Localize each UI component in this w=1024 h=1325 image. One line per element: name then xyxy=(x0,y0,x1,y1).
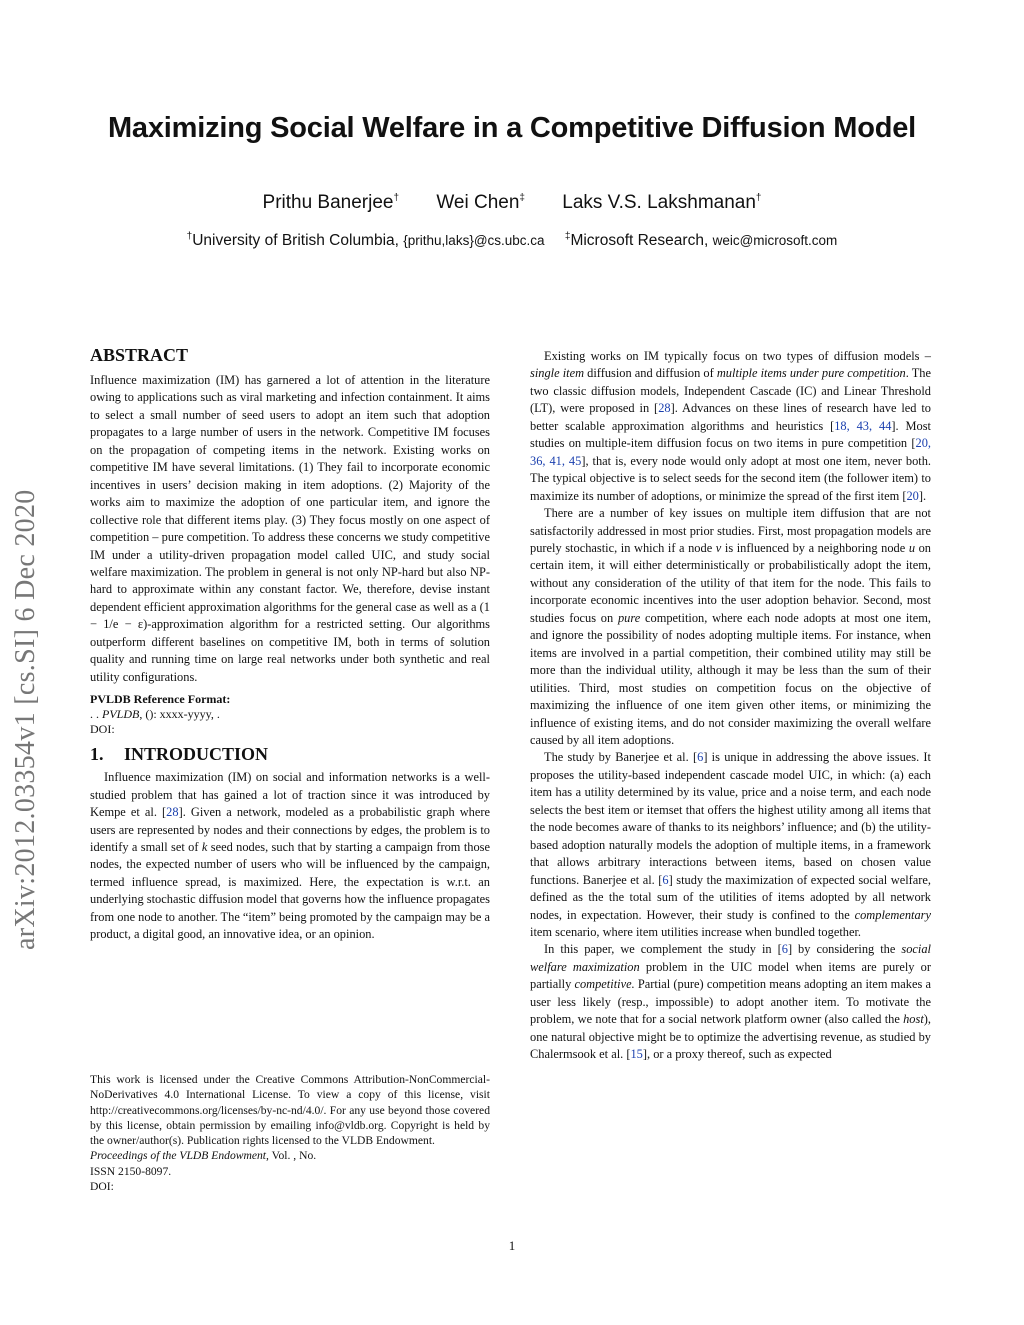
author-chen: Wei Chen‡ xyxy=(436,192,525,213)
affiliation-ubc: †University of British Columbia, {prithu,laks}@cs.ubc.ca xyxy=(186,231,545,250)
citation-link[interactable]: 18, 43, 44 xyxy=(834,418,892,433)
left-column xyxy=(90,342,490,944)
paragraph-banerjee-study: The study by Banerjee et al. [6] is unique in addressing the above issues. It proposes the utility-based independent cascade model UIC, in which: (a) each item has a utility determined by its value, price and a noise term, and each node selects the best item or itemset that offers the highest utility among all items that the node becomes aware of thanks to its neighbors’ influence; and (b) the utility-based adoption naturally models the adoption of multiple items, in a framework that allows arbitrary interactions between items, based on chosen value functions. Banerjee et al. [6] study the maximization of expected social welfare, defined as the the total sum of the utilities of items adopted by all network nodes, in expectation. However, their study is confined to the complementary item scenario, where item utilities increase when bundled together. xyxy=(530,750,931,939)
page-number: 1 xyxy=(508,1238,516,1253)
license-doi: DOI: xyxy=(90,1180,114,1194)
proceedings-line: Proceedings of the VLDB Endowment, Vol. , No. xyxy=(90,1149,317,1163)
license-text: This work is licensed under the Creative Commons Attribution-NonCommercial-NoDerivatives 4.0 International License. To view a copy of this license, visit http://creativecommons.org/licenses/by-nc-nd/4.0/. For any use beyond those covered by this license, obtain permission by emailing info@vldb.org. Copyright is held by the owner/author(s). Publication rights licensed to the VLDB Endowment. xyxy=(90,1073,490,1148)
abstract-text: Influence maximization (IM) has garnered a lot of attention in the literature owing to applications such as viral marketing and infection containment. It aims to select a small number of seed users to adopt an item such that adoption propagates to a large number of users in the network. Competitive IM focuses on the propagation of competing items in the network. Existing works on competitive IM have several limitations. (1) They fail to incorporate economic incentives in users’ decision making in item adoptions. (2) Majority of the works aim to maximize the adoption of one particular item, and ignore the collective role that different items play. (3) They focus mostly on one aspect of competition – pure competition. To address these concerns we study competitive IM under a utility-driven propagation model called UIC, and study social welfare maximization. The problem in general is not only NP-hard but also NP-hard to approximate within any constant factor. We, therefore, devise instant dependent efficient approximation algorithms for the general case as well as a (1 − 1/e − ε)-approximation algorithm for a restricted setting. Our algorithms outperform different baselines on competitive IM, both in terms of solution quality and running time on large real networks under both synthetic and real utility configurations. xyxy=(90,373,490,684)
pvldb-reference: . . PVLDB, (): xxxx-yyyy, . xyxy=(90,707,220,722)
paper-title: Maximizing Social Welfare in a Competitive Diffusion Model xyxy=(107,112,917,144)
issn-line: ISSN 2150-8097. xyxy=(90,1164,172,1178)
pvldb-doi: DOI: xyxy=(90,722,115,737)
abstract-heading: ABSTRACT xyxy=(90,345,189,365)
citation-link[interactable]: 6 xyxy=(697,750,704,765)
email-microsoft[interactable]: weic@microsoft.com xyxy=(712,233,838,249)
citation-link[interactable]: 28 xyxy=(166,805,179,820)
citation-link[interactable]: 6 xyxy=(662,872,669,887)
paragraph-existing-works: Existing works on IM typically focus on two types of diffusion models – single item diffusion and diffusion of multiple items under pure competition. The two classic diffusion models, Independent Cascade (IC) and Linear Threshold (LT), were proposed in [28]. Advances on these lines of research have led to better scalable approximation algorithms and heuristics [18, 43, 44]. Most studies on multiple-item diffusion focus on two items in pure competition [20, 36, 41, 45], that is, every node would only adopt at most one item, never both. The typical objective is to select seeds for the second item (the follower item) to maximize its number of adoptions, or minimize the spread of the first item [20]. xyxy=(530,349,932,503)
intro-paragraph: Influence maximization (IM) on social and information networks is a well-studied problem that has gained a lot of traction since it was introduced by Kempe et al. [28]. Given a network, modeled as a probabilistic graph where users are represented by nodes and their connections by edges, the problem is to identify a small set of k seed nodes, such that by starting a campaign from those nodes, the expected number of users who will be influenced by the campaign, termed influence spread, is maximized. Here, the expectation is w.r.t. an underlying stochastic diffusion model that governs how the influence propagates from one node to another. The “item” being promoted by the campaign may be a product, a digital good, an innovative idea, or an opinion. xyxy=(90,770,490,942)
citation-link[interactable]: 20 xyxy=(906,488,919,503)
citation-link[interactable]: 28 xyxy=(658,401,671,416)
paragraph-this-paper: In this paper, we complement the study in [6] by considering the social welfare maximization problem in the UIC model when items are purely or partially competitive. Partial (pure) competition means adopting an item makes a user less likely (resp., impossible) to adopt another item. To motivate the problem, we note that for a social network platform owner (also called the host), one natural objective might be to optimize the advertising revenue, as studied by Chalermsook et al. [15], or a proxy thereof, such as expected xyxy=(530,942,932,1062)
right-column xyxy=(530,348,931,1064)
citation-link[interactable]: 15 xyxy=(630,1047,643,1062)
paragraph-key-issues: There are a number of key issues on multiple item diffusion that are not satisfactorily addressed in most prior studies. First, most propagation models are purely stochastic, in which if a node v is influenced by a neighboring node u on certain item, it will either deterministically or probabilistically adopt the item, without any consideration of the utility of that item for the node. This fails to incorporate economic incentives into the user adoption behavior. Second, most studies focus on pure competition, where each node adopts at most one item, and ignore the possibility of nodes adopting multiple items. For instance, when items are involved in a partial competition, their combined utility may still be more than the individual utility, although it may be less than the sum of their utilities. Third, most studies on competition focus on the objective of maximizing the influence of one item given other items, or minimizing the influence of existing items, and do not consider maximizing the overall welfare caused by all item adoptions. xyxy=(530,506,931,747)
affiliation-line xyxy=(0,231,1024,250)
citation-link[interactable]: 20, 36, 41, 45 xyxy=(530,436,931,468)
pvldb-heading: PVLDB Reference Format: xyxy=(90,692,231,707)
author-list xyxy=(0,192,1024,214)
author-banerjee: Prithu Banerjee† xyxy=(262,192,400,213)
license-footnote xyxy=(90,1072,490,1194)
arxiv-stamp: arXiv:2012.03354v1 [cs.SI] 6 Dec 2020 xyxy=(10,489,41,950)
intro-heading: 1. INTRODUCTION xyxy=(90,744,269,765)
email-ubc[interactable]: {prithu,laks}@cs.ubc.ca xyxy=(403,233,545,249)
affiliation-microsoft: ‡Microsoft Research, weic@microsoft.com xyxy=(564,231,838,250)
citation-link[interactable]: 6 xyxy=(781,942,788,957)
author-lakshmanan: Laks V.S. Lakshmanan† xyxy=(562,192,762,213)
